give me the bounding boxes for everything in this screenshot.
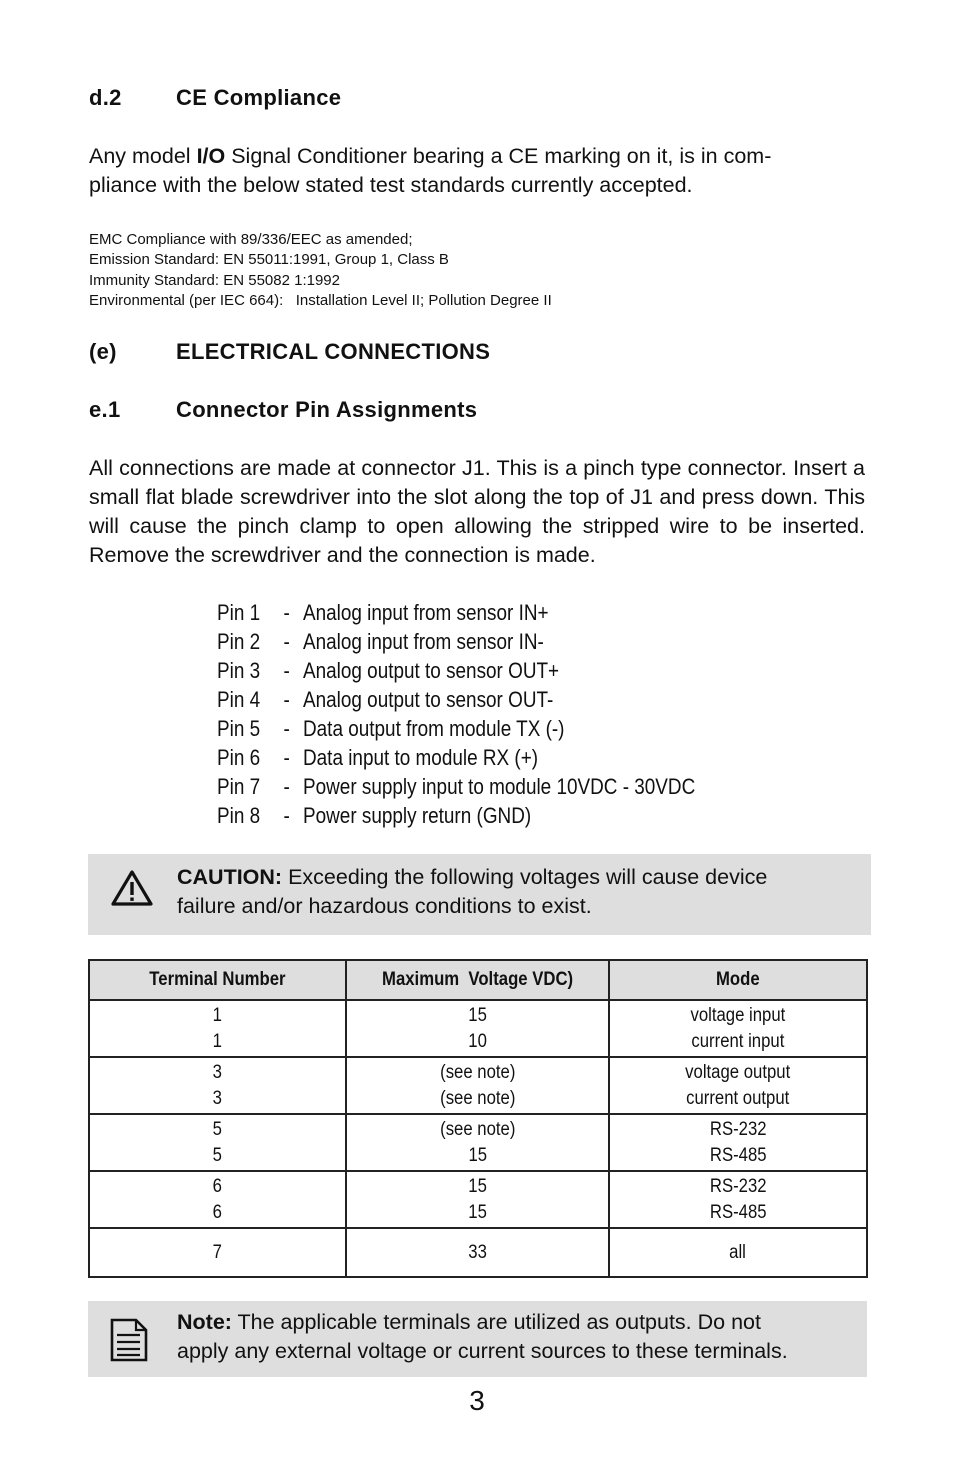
section-heading-e1 bbox=[89, 397, 789, 425]
connections-paragraph: All connections are made at connector J1. This is a pinch type connector. Insert a small flat blade screwdriver into the slot along the top of J1 and press down. This will cause the pinch clamp to open allowing the stripped wire to be inserted. Remove the screwdriver and the connection is made. bbox=[89, 456, 865, 567]
table-header: Mode bbox=[609, 960, 867, 1000]
ce-paragraph: Any model I/O Signal Conditioner bearing a CE marking on it, is in com- pliance with the below stated test standards currently accepted. bbox=[89, 144, 772, 197]
pin-row: Pin 1 - Analog input from sensor IN+ bbox=[217, 600, 549, 625]
table-row bbox=[89, 1057, 867, 1114]
table-cell: 7 bbox=[89, 1228, 346, 1277]
pin-list bbox=[217, 598, 695, 830]
table-header-row bbox=[89, 960, 867, 1000]
table-cell: (see note) (see note) bbox=[346, 1057, 609, 1114]
warning-icon bbox=[110, 869, 154, 912]
pin-row: Pin 4 - Analog output to sensor OUT- bbox=[217, 687, 554, 712]
section-number: d.2 bbox=[89, 85, 122, 110]
table-cell: 1 1 bbox=[89, 1000, 346, 1057]
caution-label: CAUTION: bbox=[177, 865, 283, 889]
table-cell: 6 6 bbox=[89, 1171, 346, 1228]
pin-row: Pin 2 - Analog input from sensor IN- bbox=[217, 629, 544, 654]
table-cell: RS-232 RS-485 bbox=[609, 1171, 867, 1228]
voltage-table bbox=[88, 959, 868, 1278]
table-cell: 33 bbox=[346, 1228, 609, 1277]
table-cell: RS-232 RS-485 bbox=[609, 1114, 867, 1171]
table-row bbox=[89, 1114, 867, 1171]
table-cell: 5 5 bbox=[89, 1114, 346, 1171]
section-title: ELECTRICAL CONNECTIONS bbox=[176, 339, 491, 364]
table-cell: voltage output current output bbox=[609, 1057, 867, 1114]
note-icon bbox=[110, 1318, 148, 1367]
table-cell: (see note) 15 bbox=[346, 1114, 609, 1171]
table-row bbox=[89, 1228, 867, 1277]
page-number: 3 bbox=[469, 1385, 485, 1416]
table-row bbox=[89, 1171, 867, 1228]
pin-row: Pin 8 - Power supply return (GND) bbox=[217, 803, 532, 828]
section-number: e.1 bbox=[89, 397, 121, 422]
caution-box bbox=[88, 854, 871, 935]
table-cell: 15 15 bbox=[346, 1171, 609, 1228]
table-cell: all bbox=[609, 1228, 867, 1277]
table-cell: 3 3 bbox=[89, 1057, 346, 1114]
section-heading-e bbox=[89, 339, 789, 367]
table-header: Maximum Voltage VDC) bbox=[346, 960, 609, 1000]
section-title: Connector Pin Assignments bbox=[176, 397, 478, 422]
section-title: CE Compliance bbox=[176, 85, 342, 110]
table-row bbox=[89, 1000, 867, 1057]
pin-row: Pin 6 - Data input to module RX (+) bbox=[217, 745, 539, 770]
standard-line: Environmental (per IEC 664): Installation Level II; Pollution Degree II bbox=[89, 291, 552, 309]
model-name: I/O bbox=[196, 144, 226, 168]
note-text: Note: The applicable terminals are utilized as outputs. Do not apply any external voltage or current sources to these terminals. bbox=[177, 1310, 788, 1363]
standard-line: Emission Standard: EN 55011:1991, Group 1, Class B bbox=[89, 251, 449, 269]
pin-row: Pin 7 - Power supply input to module 10VDC - 30VDC bbox=[217, 774, 696, 799]
pin-row: Pin 3 - Analog output to sensor OUT+ bbox=[217, 658, 560, 683]
standard-line: EMC Compliance with 89/336/EEC as amended; bbox=[89, 231, 413, 248]
standard-line: Immunity Standard: EN 55082 1:1992 bbox=[89, 271, 340, 289]
table-cell: 15 10 bbox=[346, 1000, 609, 1057]
note-label: Note: bbox=[177, 1310, 232, 1334]
caution-text: CAUTION: Exceeding the following voltages will cause device failure and/or hazardous conditions to exist. bbox=[177, 865, 768, 918]
pin-row: Pin 5 - Data output from module TX (-) bbox=[217, 716, 565, 741]
section-heading-d2 bbox=[89, 85, 789, 113]
table-cell: voltage input current input bbox=[609, 1000, 867, 1057]
standards-list bbox=[89, 230, 869, 311]
section-number: (e) bbox=[89, 339, 117, 364]
note-box bbox=[88, 1301, 867, 1377]
table-header: Terminal Number bbox=[89, 960, 346, 1000]
